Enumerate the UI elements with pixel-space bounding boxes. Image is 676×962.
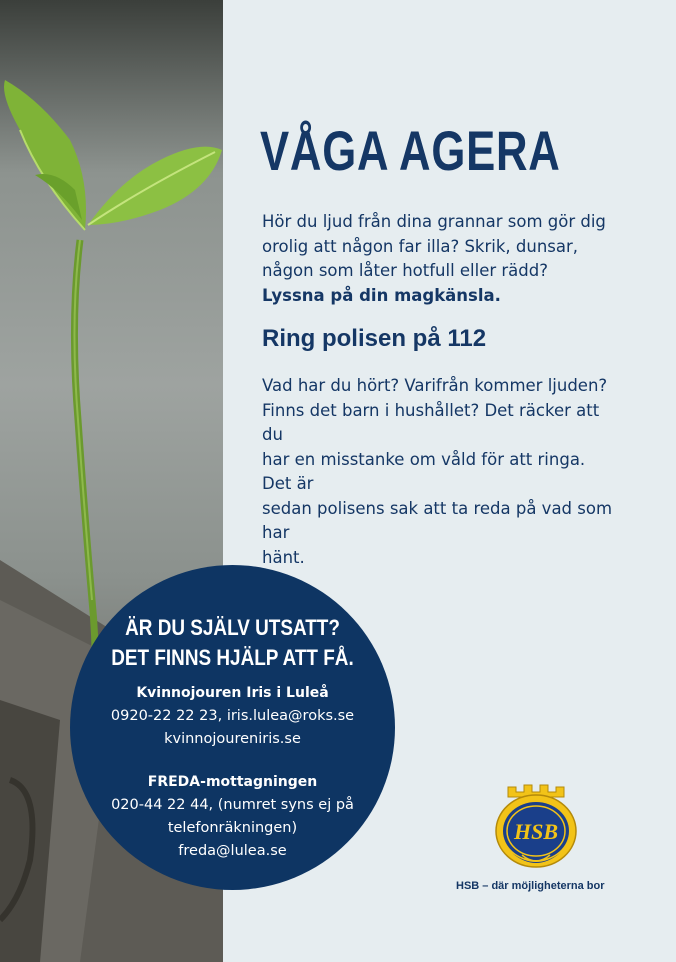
details-line: har en misstanke om våld för att ringa. Det är bbox=[262, 449, 586, 493]
org2-contact[interactable]: 020-44 22 44, (numret syns ej på bbox=[111, 797, 354, 813]
details-line: Finns det barn i hushållet? Det räcker att du bbox=[262, 400, 600, 444]
intro-line: någon som låter hotfull eller rädd? bbox=[262, 261, 548, 280]
org1-website-link[interactable]: kvinnojoureniris.se bbox=[164, 731, 301, 747]
details-line: sedan polisens sak att ta reda på vad som har bbox=[262, 498, 613, 542]
help-circle bbox=[70, 565, 395, 890]
hsb-logo-text: HSB bbox=[513, 819, 559, 844]
intro-line: orolig att någon far illa? Skrik, dunsar, bbox=[262, 236, 579, 256]
details-text bbox=[262, 374, 617, 570]
help-heading bbox=[93, 613, 373, 673]
org2-email-link[interactable]: freda@lulea.se bbox=[178, 843, 287, 859]
intro-text bbox=[262, 210, 612, 308]
hsb-crest-icon bbox=[492, 783, 580, 873]
org1-contact[interactable]: 0920-22 22 23, iris.lulea@roks.se bbox=[110, 708, 355, 724]
org2-name: FREDA-mottagningen bbox=[147, 774, 318, 790]
org2-note: telefonräkningen) bbox=[167, 820, 298, 836]
intro-line: Hör du ljud från dina grannar som gör dig bbox=[262, 212, 606, 231]
hsb-slogan: HSB – där möjligheterna bor bbox=[456, 880, 605, 892]
help-heading-line2: DET FINNS HJÄLP ATT FÅ. bbox=[111, 645, 354, 670]
details-line: Vad har du hört? Varifrån kommer ljuden? bbox=[262, 376, 608, 395]
help-heading-line1: ÄR DU SJÄLV UTSATT? bbox=[125, 615, 340, 640]
call-police-heading: Ring polisen på 112 bbox=[262, 325, 487, 352]
page-title: VÅGA AGERA bbox=[260, 119, 561, 182]
org1-name: Kvinnojouren Iris i Luleå bbox=[136, 685, 329, 701]
details-line: hänt. bbox=[262, 547, 305, 567]
intro-bold-line: Lyssna på din magkänsla. bbox=[262, 285, 501, 305]
hsb-logo bbox=[492, 783, 580, 873]
